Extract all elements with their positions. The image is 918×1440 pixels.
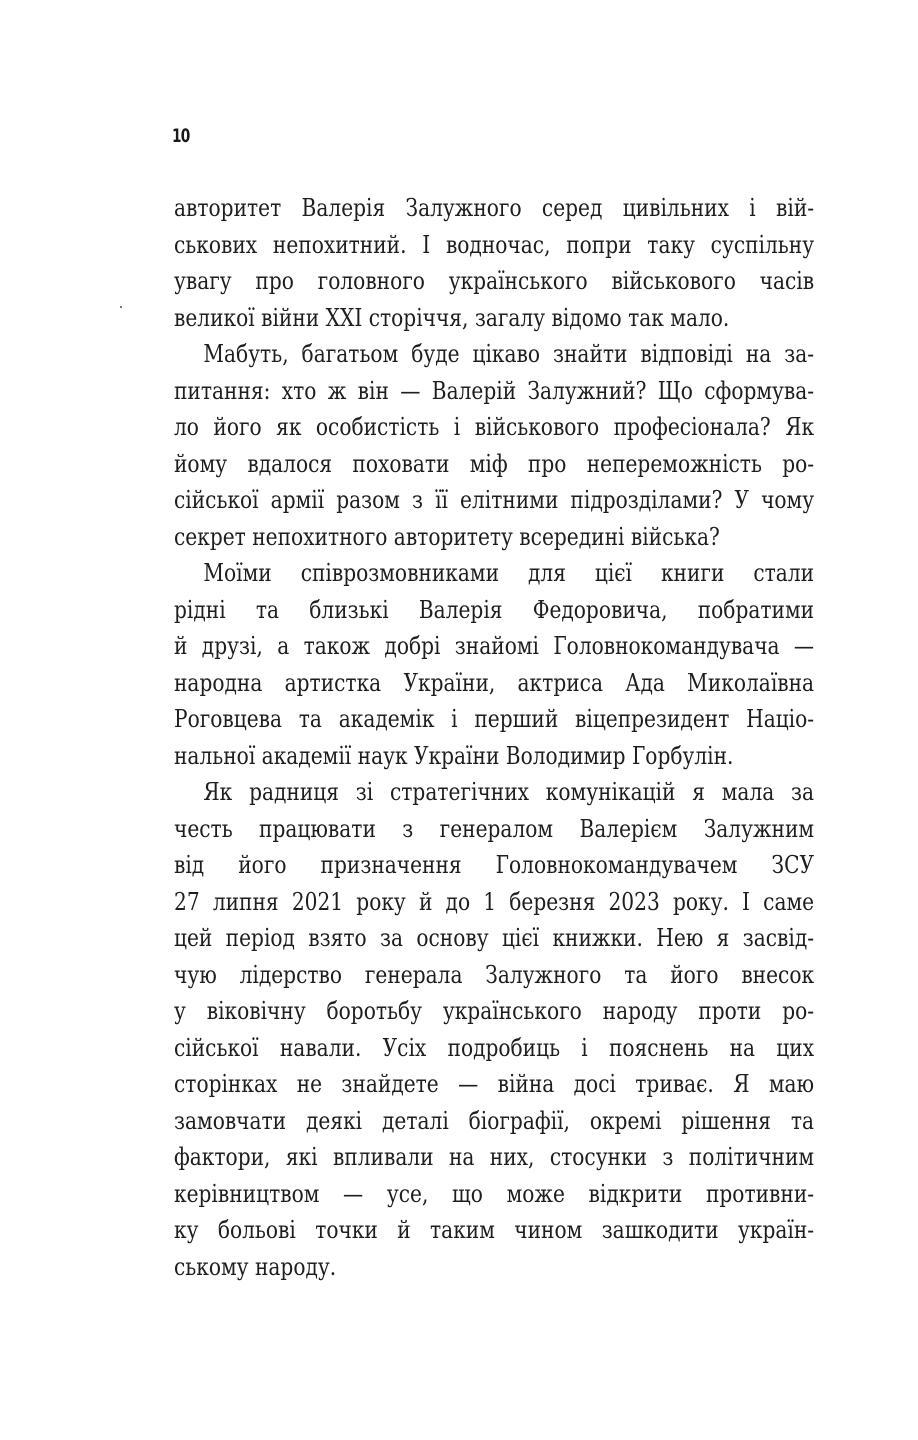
text-line: Як радниця зі стратегічних комунікацій я мала за [203, 778, 815, 806]
body-text [174, 190, 814, 1285]
text-line: цей період взято за основу цієї книжки. Нею я засвід- [174, 924, 815, 952]
text-line: замовчати деякі деталі біографії, окремі рішення та [174, 1106, 815, 1135]
text-line: честь працювати з генералом Валерієм Залужним [174, 814, 815, 843]
text-line: великої війни XXI сторіччя, загалу відомо так мало. [174, 303, 730, 332]
text-line: рідні та близькі Валерія Федоровича, побратими [174, 595, 815, 624]
text-line: авторитет Валерія Залужного серед цивільних і вій- [174, 194, 815, 222]
text-line: фактори, які впливали на них, стосунки з політичним [174, 1143, 815, 1171]
text-line: нальної академії наук України Володимир Горбулін. [174, 741, 734, 770]
text-line: увагу про головного українського військового часів [174, 267, 815, 295]
page-number: 10 [172, 125, 190, 147]
text-line: народна артистка України, актриса Ада Миколаївна [174, 668, 815, 697]
text-line: 27 липня 2021 року й до 1 березня 2023 року. І саме [174, 887, 815, 916]
text-line: від його призначення Головнокомандувачем ЗСУ [174, 851, 815, 879]
text-line: у віковічну боротьбу українського народу проти ро- [174, 997, 815, 1025]
text-line: Моїми співрозмовниками для цієї книги стали [203, 559, 815, 587]
text-line: чую лідерство генерала Залужного та його внесок [174, 960, 815, 989]
text-line: керівництвом — усе, що може відкрити противни- [174, 1179, 815, 1208]
text-line: ськових непохитний. І водночас, попри таку суспільну [174, 230, 815, 259]
text-line: Роговцева та академік і перший віцепрезидент Націо- [174, 705, 815, 733]
text-line: ло його як особистість і військового професіонала? Як [174, 413, 815, 441]
text-line: секрет непохитного авторитету всередині війська? [174, 522, 720, 551]
text-line: йому вдалося поховати міф про непереможність ро- [174, 449, 815, 478]
text-line: сійської навали. Усіх подробиць і пояснень на цих [174, 1033, 815, 1062]
text-line: ському народу. [174, 1252, 337, 1281]
text-line: сторінках не знайдете — війна досі триває. Я маю [174, 1070, 815, 1098]
text-line: ку больові точки й таким чином зашкодити україн- [174, 1216, 815, 1244]
text-line: Мабуть, багатьом буде цікаво знайти відповіді на за- [203, 340, 815, 368]
margin-mark [120, 306, 122, 308]
text-line: й друзі, а також добрі знайомі Головнокомандувача — [174, 632, 815, 660]
text-line: питання: хто ж він — Валерій Залужний? Що сформува- [174, 376, 815, 405]
text-line: сійської армії разом з її елітними підрозділами? У чому [174, 486, 815, 514]
